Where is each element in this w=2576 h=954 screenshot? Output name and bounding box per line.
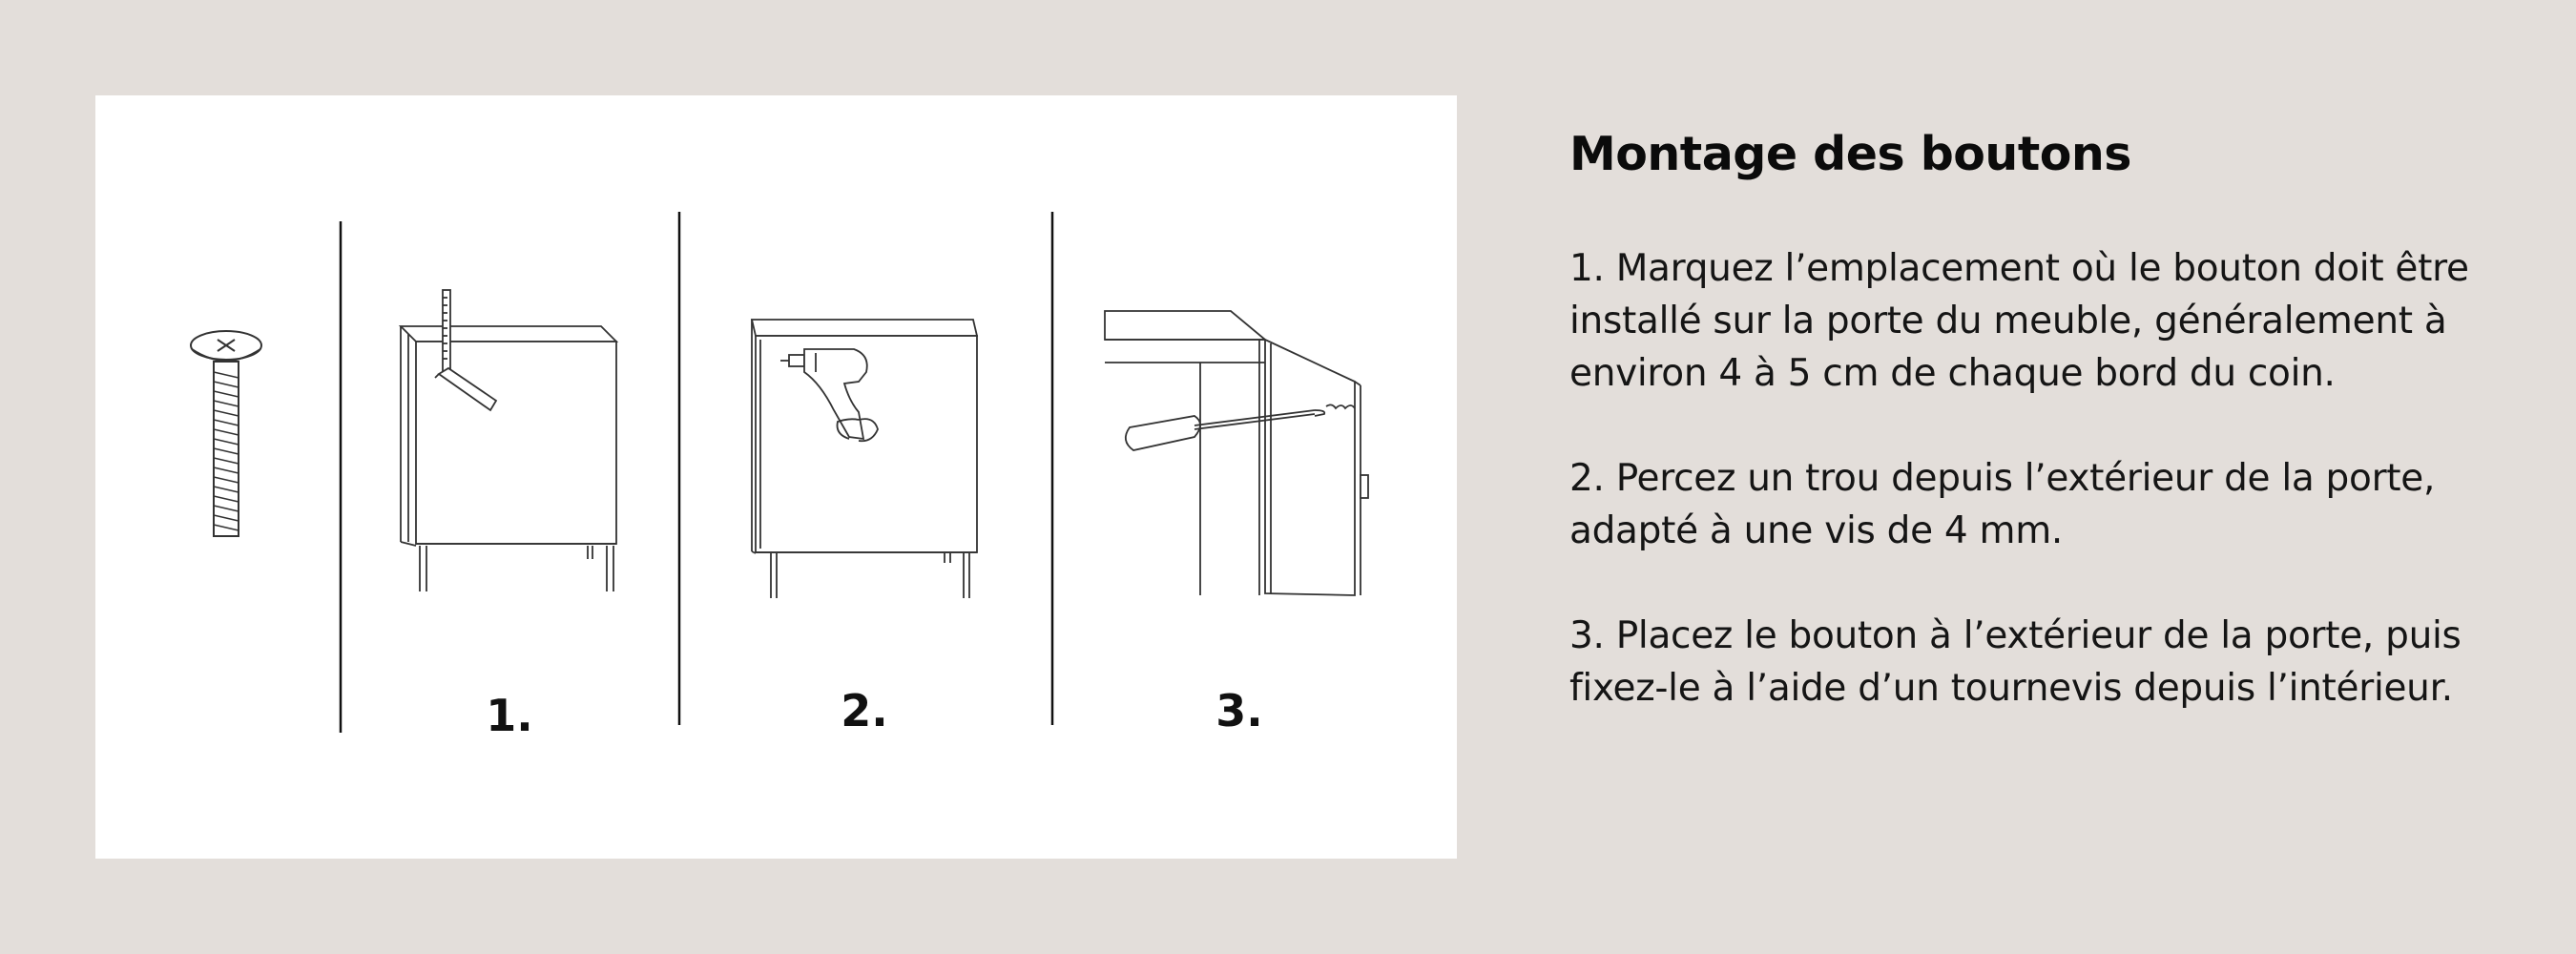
assembly-illustration	[95, 95, 1457, 859]
instruction-step-3: 3. Placez le bouton à l’extérieur de la porte, puis fixez-le à l’aide d’un tournevis depuis l’intérieur.	[1569, 614, 2462, 710]
step-number-1: 1.	[486, 690, 533, 741]
instructions-column	[1569, 122, 2524, 767]
door-screwdriver-icon	[1105, 311, 1368, 595]
step-number-2: 2.	[841, 685, 888, 736]
instruction-step-1: 1. Marquez l’emplacement où le bouton doit être installé sur la porte du meuble, généralement à environ 4 à 5 cm de chaque bord du coin.	[1569, 247, 2469, 395]
illustration-panel	[95, 95, 1457, 859]
cabinet-drill-icon	[752, 320, 977, 598]
step-number-3: 3.	[1215, 685, 1263, 736]
page-title: Montage des boutons	[1569, 127, 2131, 181]
cabinet-ruler-icon	[401, 290, 616, 591]
screw-icon	[191, 331, 261, 536]
instruction-step-2: 2. Percez un trou depuis l’extérieur de la porte, adapté à une vis de 4 mm.	[1569, 457, 2436, 552]
